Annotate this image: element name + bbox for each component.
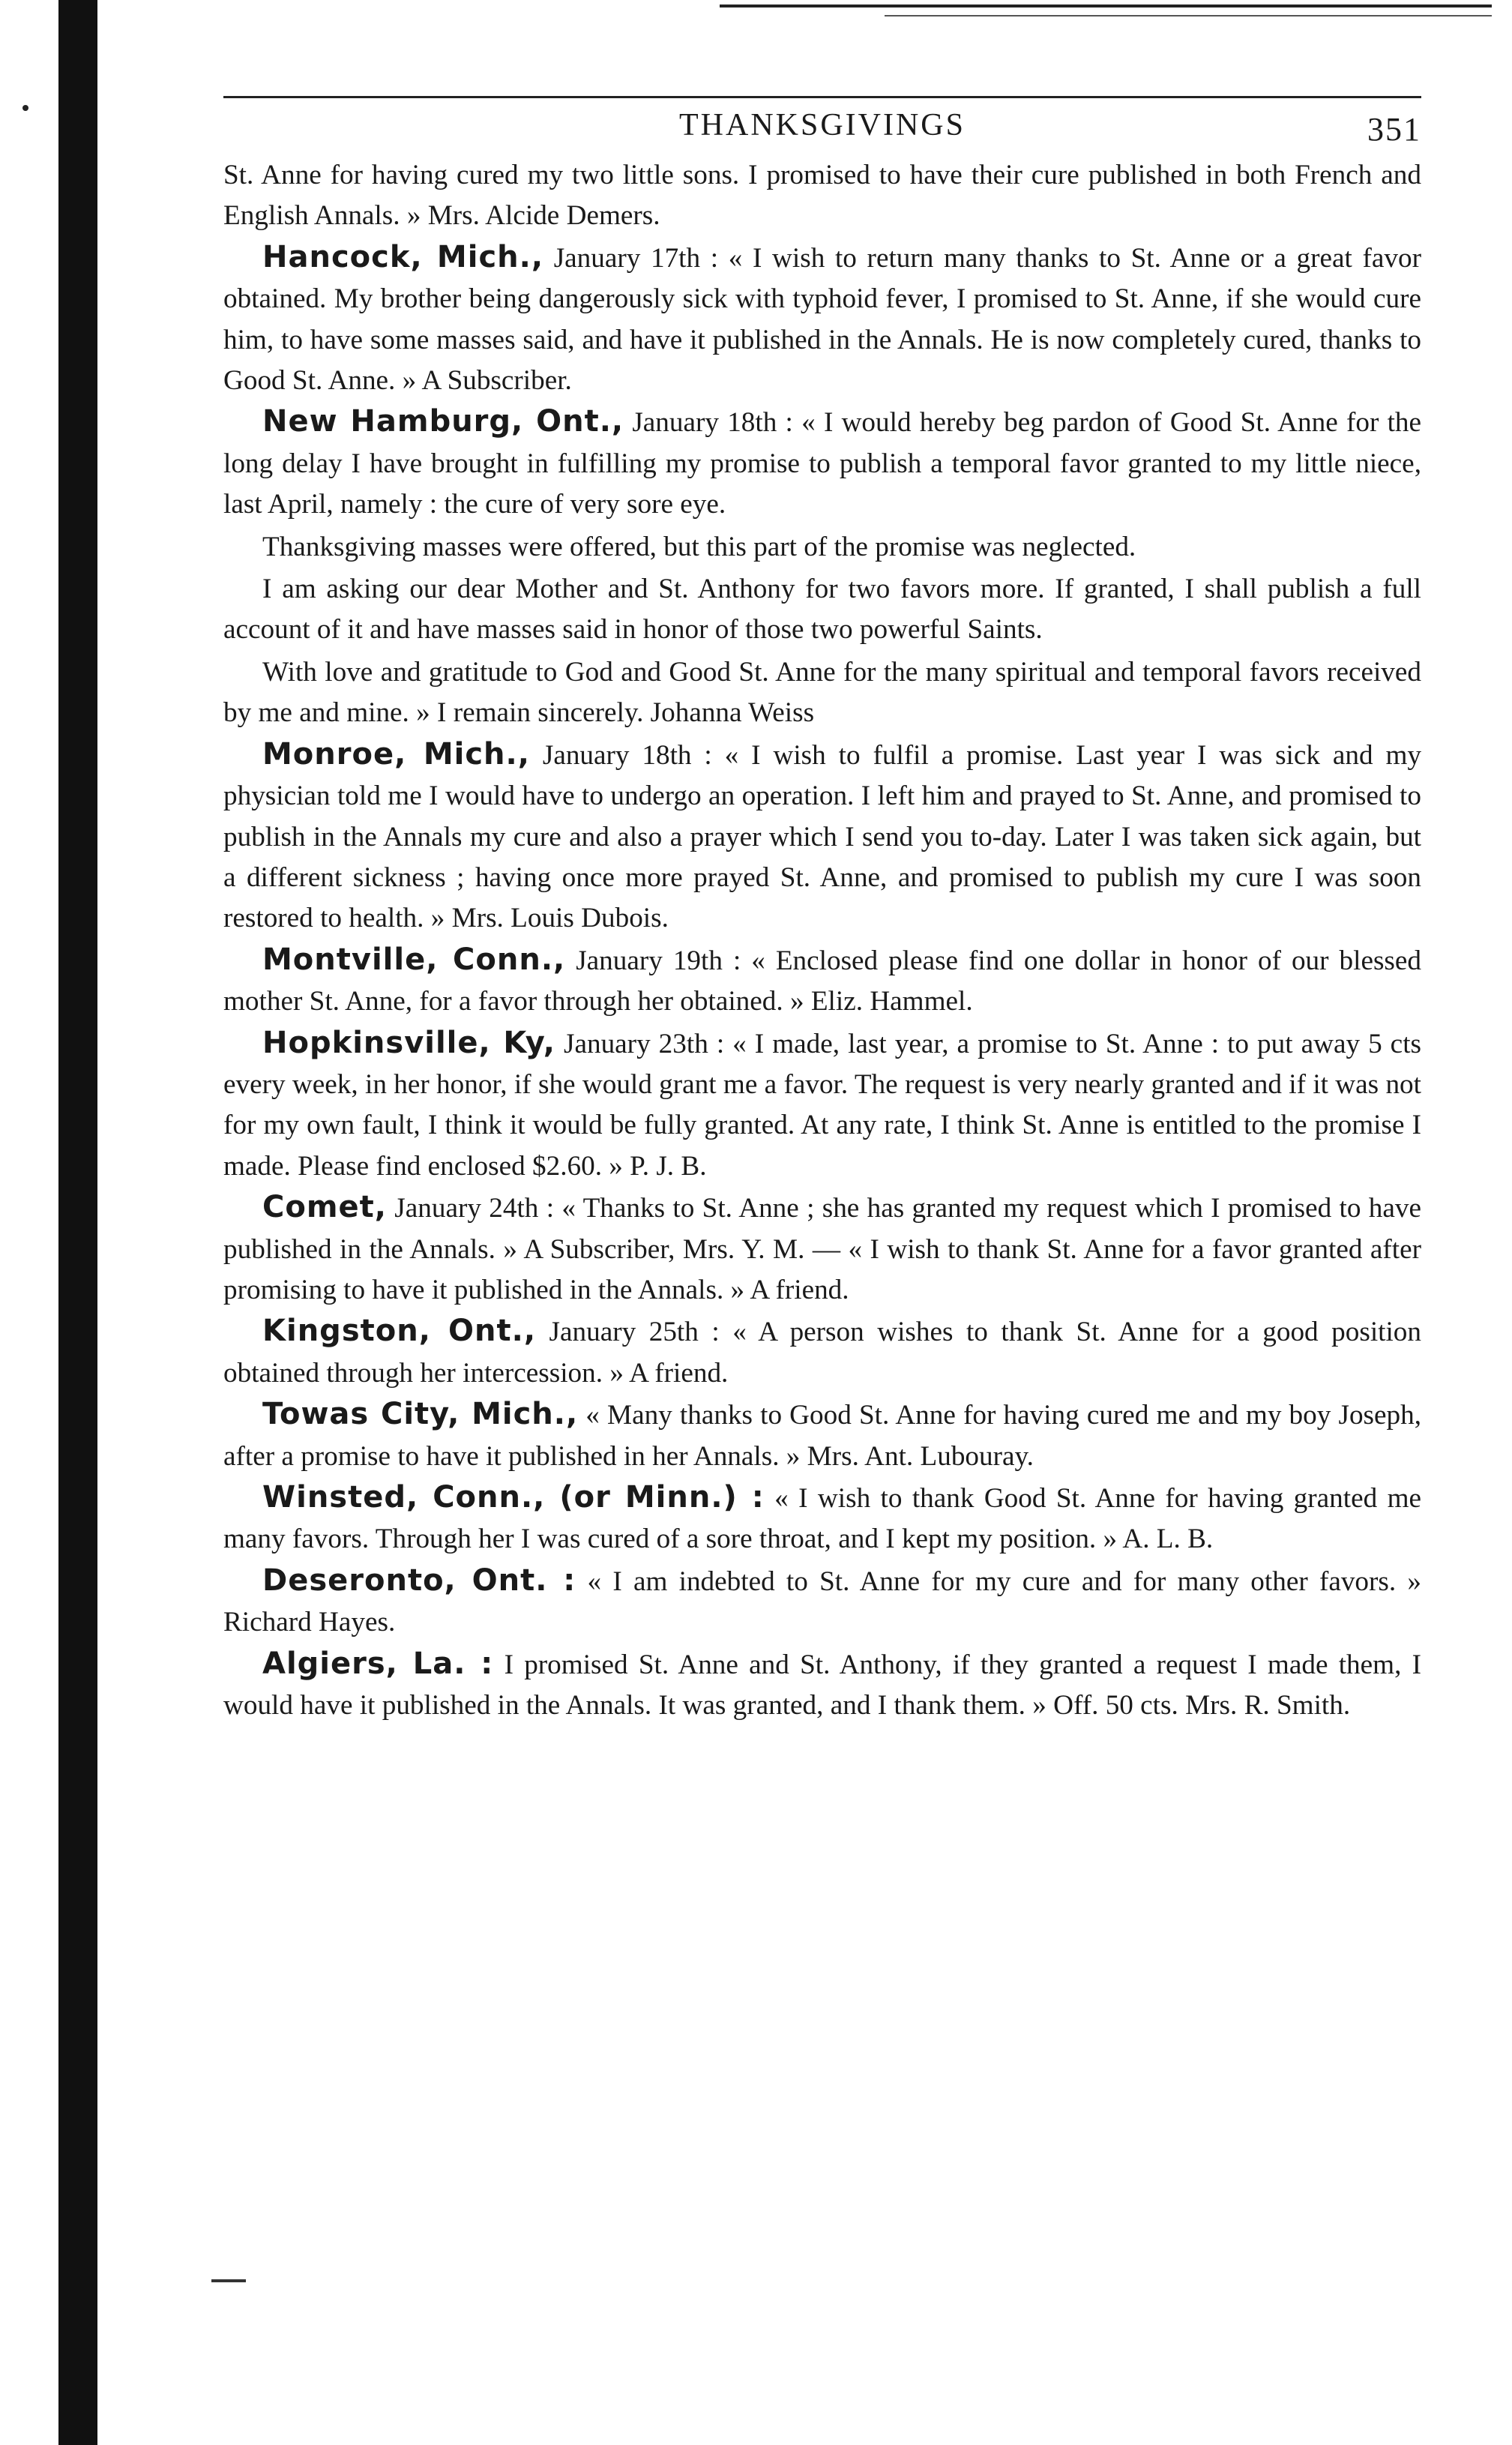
paragraph [223, 568, 1421, 651]
paragraph-text: St. Anne for having cured my two little sons. I promised to have their cure published in both French and English Annals. » Mrs. Alcide Demers. [223, 160, 1421, 232]
page-number: 351 [1367, 111, 1421, 148]
paragraph-text: January 18th : « I would hereby beg pardon of Good St. Anne for the long delay I have brought in fulfilling my promise to publish a temporal favor granted to my little niece, last April, namely : the cure of very sore eye. [223, 407, 1421, 520]
paragraph-text: With love and gratitude to God and Good St. Anne for the many spiritual and temporal favors received by me and mine. » I remain sincerely. Johanna Weiss [223, 656, 1421, 729]
page [223, 96, 1421, 1726]
paragraph-text: « I wish to thank Good St. Anne for having granted me many favors. Through her I was cured of a sore throat, and I kept my position. » A. L. B. [223, 1483, 1421, 1555]
paragraph [223, 1187, 1421, 1311]
paragraph [223, 734, 1421, 939]
paragraph [223, 1023, 1421, 1188]
running-title: THANKSGIVINGS [679, 108, 966, 142]
paragraph [223, 526, 1421, 568]
place-name: Monroe, Mich., [262, 736, 530, 772]
top-rule [720, 4, 1492, 7]
place-name: Montville, Conn., [262, 942, 566, 977]
paragraph [223, 651, 1421, 734]
top-rule-thin [885, 15, 1492, 16]
paragraph-text: « Many thanks to Good St. Anne for having cured me and my boy Joseph, after a promise to have it published in her Annals. » Mrs. Ant. Lubouray. [223, 1400, 1421, 1472]
place-name: Hopkinsville, Ky, [262, 1025, 555, 1060]
paragraph [223, 1560, 1421, 1643]
paragraph-text: « I am indebted to St. Anne for my cure and for many other favors. » Richard Hayes. [223, 1566, 1421, 1638]
body-text [223, 154, 1421, 1726]
paragraph [223, 1394, 1421, 1477]
paragraph-text: January 19th : « Enclosed please find one dollar in honor of our blessed mother St. Anne, for a favor through her obtained. » Eliz. Hammel. [223, 945, 1421, 1017]
paragraph-text: January 18th : « I wish to fulfil a promise. Last year I was sick and my physician told me I would have to undergo an operation. I left him and prayed to St. Anne, and promised to publish in the Annals my cure and also a prayer which I send you to-day. Later I was taken sick again, but a different sickness ; having once more prayed St. Anne, and promised to publish my cure I was soon restored to health. » Mrs. Louis Dubois. [223, 739, 1422, 934]
paragraph [223, 401, 1421, 525]
paragraph-text: January 23th : « I made, last year, a promise to St. Anne : to put away 5 cts every week, in her honor, if she would grant me a favor. The request is very nearly granted and if it was not for my own fault, I think it would be fully granted. At any rate, I think St. Anne is entitled to the promise I made. Please find enclosed $2.60. » P. J. B. [223, 1028, 1421, 1182]
paragraph [223, 1477, 1421, 1560]
paragraph-text: January 17th : « I wish to return many thanks to St. Anne or a great favor obtained. My brother being dangerously sick with typhoid fever, I promised to St. Anne, if she would cure him, to have some masses said, and have it published in the Annals. He is now completely cured, thanks to Good St. Anne. » A Subscriber. [223, 242, 1421, 397]
paragraph-text: January 25th : « A person wishes to thank St. Anne for a good position obtained through her intercession. » A friend. [223, 1317, 1421, 1389]
paragraph [223, 1643, 1421, 1727]
place-name: Towas City, Mich., [262, 1397, 579, 1432]
scan-binding-edge [58, 0, 97, 2445]
paragraph [223, 939, 1421, 1023]
paragraph [223, 237, 1421, 402]
paragraph-text: I promised St. Anne and St. Anthony, if they granted a request I made them, I would have it published in the Annals. It was granted, and I thank them. » Off. 50 cts. Mrs. R. Smith. [223, 1649, 1421, 1721]
place-name: Comet, [262, 1190, 387, 1225]
place-name: Kingston, Ont., [262, 1314, 537, 1349]
margin-dash [211, 2279, 246, 2282]
running-head [223, 96, 1421, 151]
paragraph [223, 1311, 1421, 1394]
place-name: New Hamburg, Ont., [262, 404, 624, 439]
paragraph-text: Thanksgiving masses were offered, but this part of the promise was neglected. [262, 531, 1136, 562]
margin-dot [22, 105, 28, 111]
place-name: Algiers, La. : [262, 1646, 494, 1681]
paragraph [223, 154, 1421, 237]
place-name: Hancock, Mich., [262, 239, 544, 274]
place-name: Winsted, Conn., (or Minn.) : [262, 1480, 765, 1515]
place-name: Deseronto, Ont. : [262, 1563, 576, 1598]
paragraph-text: I am asking our dear Mother and St. Anthony for two favors more. If granted, I shall publish a full account of it and have masses said in honor of those two powerful Saints. [223, 574, 1421, 646]
paragraph-text: January 24th : « Thanks to St. Anne ; she has granted my request which I promised to have published in the Annals. » A Subscriber, Mrs. Y. M. — « I wish to thank St. Anne for a favor granted after promising to have it published in the Annals. » A friend. [223, 1193, 1421, 1305]
